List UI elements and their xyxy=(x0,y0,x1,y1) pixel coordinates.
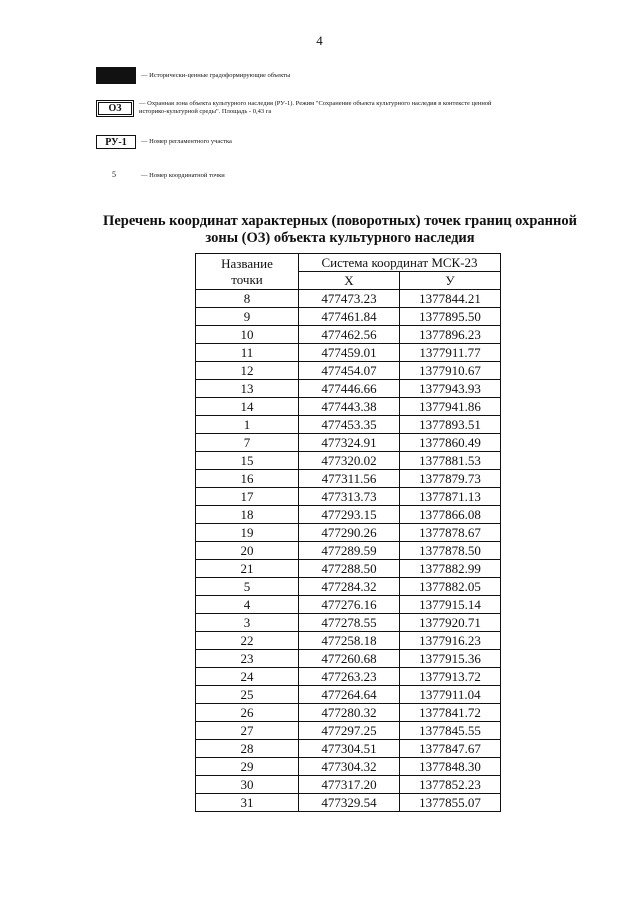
legend-text: — Номер координатной точки xyxy=(141,172,225,179)
cell-point-name: 15 xyxy=(196,452,299,470)
table-row xyxy=(196,290,501,308)
table-body xyxy=(196,290,501,812)
cell-point-name: 25 xyxy=(196,686,299,704)
table-row xyxy=(196,380,501,398)
cell-x: 477473.23 xyxy=(299,290,400,308)
legend-symbol-number: 5 xyxy=(112,170,116,179)
cell-x: 477462.56 xyxy=(299,326,400,344)
header-point-name-line2: точки xyxy=(231,271,263,287)
table-row xyxy=(196,416,501,434)
cell-x: 477284.32 xyxy=(299,578,400,596)
table-row xyxy=(196,614,501,632)
cell-y: 1377943.93 xyxy=(400,380,501,398)
cell-x: 477329.54 xyxy=(299,794,400,812)
legend-symbol-oz: ОЗ xyxy=(96,100,134,117)
cell-point-name: 16 xyxy=(196,470,299,488)
cell-y: 1377916.23 xyxy=(400,632,501,650)
cell-y: 1377844.21 xyxy=(400,290,501,308)
page-number: 4 xyxy=(316,33,323,48)
cell-y: 1377915.14 xyxy=(400,596,501,614)
table-row xyxy=(196,470,501,488)
cell-y: 1377920.71 xyxy=(400,614,501,632)
cell-point-name: 19 xyxy=(196,524,299,542)
cell-x: 477290.26 xyxy=(299,524,400,542)
cell-point-name: 14 xyxy=(196,398,299,416)
cell-y: 1377860.49 xyxy=(400,434,501,452)
table-row xyxy=(196,560,501,578)
cell-point-name: 22 xyxy=(196,632,299,650)
cell-x: 477311.56 xyxy=(299,470,400,488)
cell-y: 1377878.50 xyxy=(400,542,501,560)
cell-point-name: 30 xyxy=(196,776,299,794)
cell-point-name: 3 xyxy=(196,614,299,632)
cell-x: 477263.23 xyxy=(299,668,400,686)
cell-y: 1377893.51 xyxy=(400,416,501,434)
cell-y: 1377855.07 xyxy=(400,794,501,812)
cell-y: 1377845.55 xyxy=(400,722,501,740)
coordinates-table xyxy=(195,253,501,812)
cell-y: 1377848.30 xyxy=(400,758,501,776)
table-row xyxy=(196,362,501,380)
cell-point-name: 26 xyxy=(196,704,299,722)
cell-x: 477293.15 xyxy=(299,506,400,524)
table-row xyxy=(196,686,501,704)
cell-point-name: 31 xyxy=(196,794,299,812)
legend-text: — Исторически-ценные градоформирующие объекты xyxy=(141,72,291,79)
cell-point-name: 23 xyxy=(196,650,299,668)
table-row xyxy=(196,434,501,452)
cell-x: 477454.07 xyxy=(299,362,400,380)
cell-point-name: 4 xyxy=(196,596,299,614)
cell-x: 477453.35 xyxy=(299,416,400,434)
table-row xyxy=(196,326,501,344)
legend-text: — Номер регламентного участка xyxy=(141,138,232,145)
cell-point-name: 21 xyxy=(196,560,299,578)
cell-y: 1377879.73 xyxy=(400,470,501,488)
table-row xyxy=(196,398,501,416)
table-row xyxy=(196,308,501,326)
table-row xyxy=(196,596,501,614)
table-row xyxy=(196,524,501,542)
cell-y: 1377910.67 xyxy=(400,362,501,380)
cell-y: 1377841.72 xyxy=(400,704,501,722)
table-row xyxy=(196,506,501,524)
cell-point-name: 17 xyxy=(196,488,299,506)
legend-item-historic-objects xyxy=(96,67,290,84)
table-row xyxy=(196,722,501,740)
table-row xyxy=(196,488,501,506)
header-point-name-line1: Название xyxy=(221,255,273,271)
cell-x: 477276.16 xyxy=(299,596,400,614)
cell-y: 1377852.23 xyxy=(400,776,501,794)
cell-x: 477258.18 xyxy=(299,632,400,650)
cell-y: 1377915.36 xyxy=(400,650,501,668)
legend-text: — Охранная зона объекта культурного наследия (РУ-1). Режим "Сохранение объекта культурного наследия в контексте ценной историко-культурной среды". Площадь - 0,43 га xyxy=(139,100,492,115)
cell-point-name: 7 xyxy=(196,434,299,452)
cell-point-name: 27 xyxy=(196,722,299,740)
cell-y: 1377911.04 xyxy=(400,686,501,704)
cell-x: 477324.91 xyxy=(299,434,400,452)
cell-point-name: 13 xyxy=(196,380,299,398)
legend-item-protection-zone xyxy=(96,100,519,117)
cell-y: 1377878.67 xyxy=(400,524,501,542)
cell-point-name: 1 xyxy=(196,416,299,434)
cell-y: 1377847.67 xyxy=(400,740,501,758)
cell-y: 1377866.08 xyxy=(400,506,501,524)
legend-item-regulation-plot xyxy=(96,135,232,149)
header-coordinate-system: Система координат МСК-23 xyxy=(299,254,501,272)
cell-point-name: 12 xyxy=(196,362,299,380)
table-row xyxy=(196,704,501,722)
cell-y: 1377941.86 xyxy=(400,398,501,416)
cell-point-name: 8 xyxy=(196,290,299,308)
cell-x: 477320.02 xyxy=(299,452,400,470)
cell-y: 1377882.05 xyxy=(400,578,501,596)
cell-point-name: 20 xyxy=(196,542,299,560)
cell-point-name: 10 xyxy=(196,326,299,344)
document-title xyxy=(40,213,639,247)
header-point-name xyxy=(196,254,299,290)
black-filled-box-icon xyxy=(96,67,136,84)
title-line-2: зоны (ОЗ) объекта культурного наследия xyxy=(205,230,475,246)
cell-x: 477304.32 xyxy=(299,758,400,776)
cell-y: 1377913.72 xyxy=(400,668,501,686)
table-row xyxy=(196,452,501,470)
cell-point-name: 11 xyxy=(196,344,299,362)
cell-x: 477443.38 xyxy=(299,398,400,416)
cell-point-name: 28 xyxy=(196,740,299,758)
table-row xyxy=(196,650,501,668)
table-row xyxy=(196,542,501,560)
cell-point-name: 29 xyxy=(196,758,299,776)
cell-y: 1377882.99 xyxy=(400,560,501,578)
cell-x: 477264.64 xyxy=(299,686,400,704)
cell-y: 1377896.23 xyxy=(400,326,501,344)
cell-point-name: 24 xyxy=(196,668,299,686)
cell-x: 477289.59 xyxy=(299,542,400,560)
cell-point-name: 5 xyxy=(196,578,299,596)
cell-x: 477280.32 xyxy=(299,704,400,722)
cell-x: 477288.50 xyxy=(299,560,400,578)
cell-x: 477297.25 xyxy=(299,722,400,740)
cell-x: 477317.20 xyxy=(299,776,400,794)
legend-symbol-ru1: РУ-1 xyxy=(96,135,136,149)
title-line-1: Перечень координат характерных (поворотных) точек границ охранной xyxy=(103,213,577,229)
legend-item-coordinate-point xyxy=(96,171,225,180)
cell-x: 477304.51 xyxy=(299,740,400,758)
table-row xyxy=(196,740,501,758)
cell-x: 477260.68 xyxy=(299,650,400,668)
cell-x: 477459.01 xyxy=(299,344,400,362)
cell-point-name: 9 xyxy=(196,308,299,326)
cell-y: 1377911.77 xyxy=(400,344,501,362)
table-row xyxy=(196,794,501,812)
cell-x: 477446.66 xyxy=(299,380,400,398)
cell-x: 477461.84 xyxy=(299,308,400,326)
header-y: У xyxy=(400,272,501,290)
table-row xyxy=(196,668,501,686)
cell-point-name: 18 xyxy=(196,506,299,524)
header-x: X xyxy=(299,272,400,290)
table-header-row xyxy=(196,254,501,272)
table-row xyxy=(196,632,501,650)
cell-x: 477313.73 xyxy=(299,488,400,506)
table-row xyxy=(196,758,501,776)
cell-x: 477278.55 xyxy=(299,614,400,632)
cell-y: 1377871.13 xyxy=(400,488,501,506)
table-row xyxy=(196,344,501,362)
table-row xyxy=(196,578,501,596)
cell-y: 1377881.53 xyxy=(400,452,501,470)
table-row xyxy=(196,776,501,794)
cell-y: 1377895.50 xyxy=(400,308,501,326)
